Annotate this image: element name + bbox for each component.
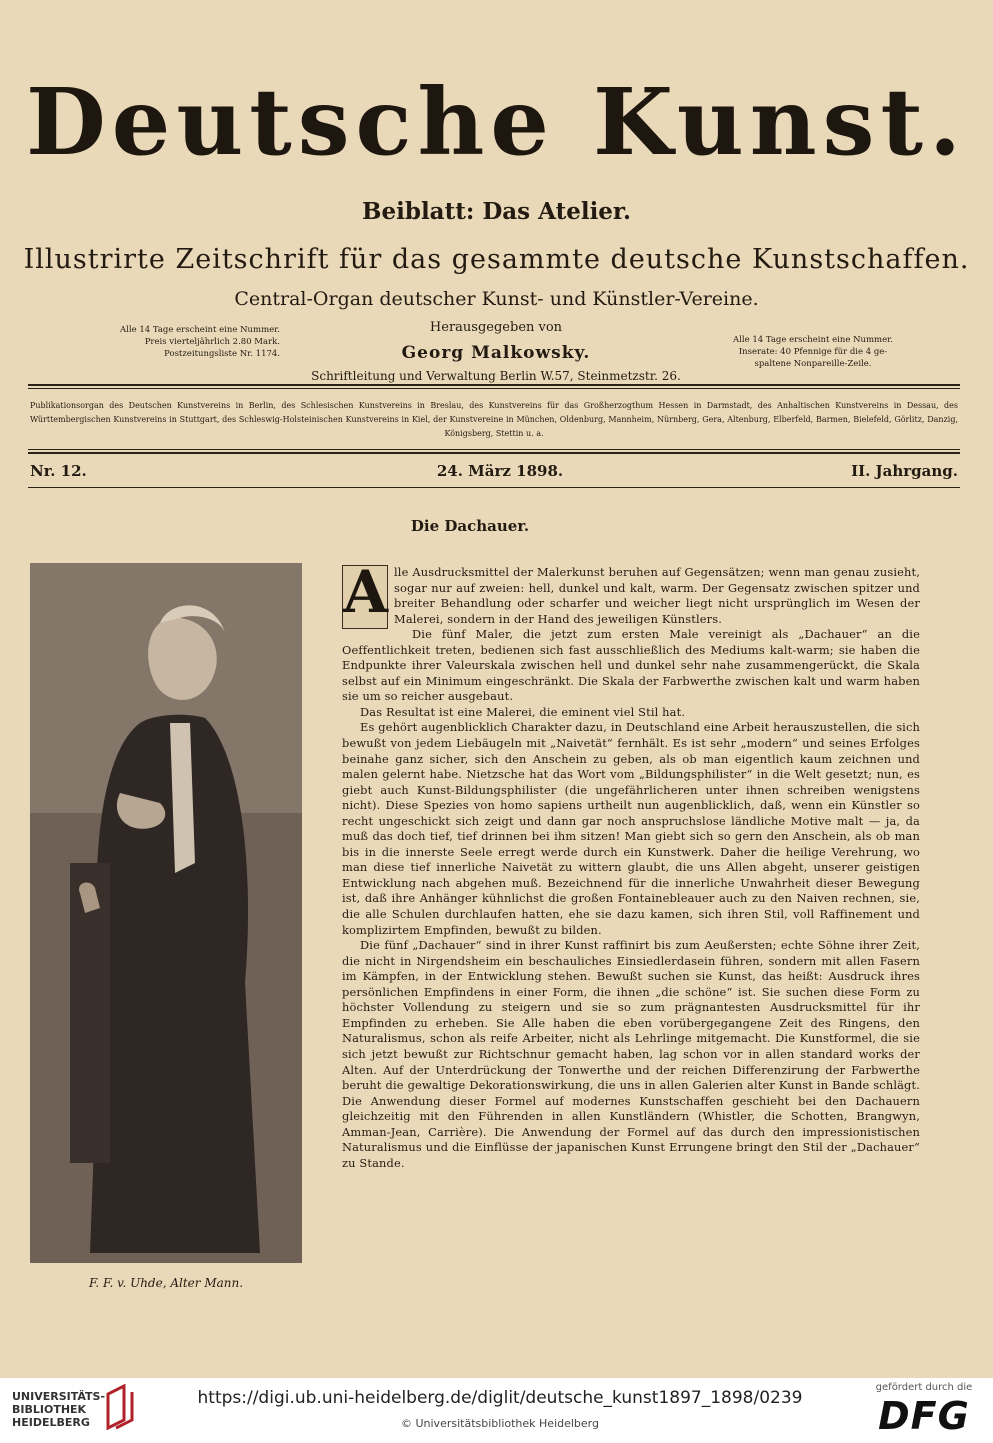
issue-number: Nr. 12. xyxy=(30,462,87,480)
copyright-notice: © Universitätsbibliothek Heidelberg xyxy=(400,1417,599,1430)
article-paragraph-text: lle Ausdrucksmittel der Malerkunst beruhen auf Gegensätzen; wenn man genau zusieht, sogar nur auf zweien: hell, dunkel und kalt, warm. Der Gegensatz zwischen spitzer und breiter Behandlung oder scharfer und weicher liegt nicht ursprünglich im Wesen der Malerei, sondern in der Hand des jeweiligen Künstlers. xyxy=(394,565,920,626)
portrait-figure xyxy=(30,563,302,1263)
article-paragraph xyxy=(342,558,920,627)
editor-info xyxy=(270,320,722,383)
subscription-info-left xyxy=(70,324,280,360)
library-logo-text[interactable]: UNIVERSITÄTS-BIBLIOTHEK HEIDELBERG xyxy=(12,1390,106,1429)
issue-row xyxy=(30,462,958,484)
article-title: Die Dachauer. xyxy=(410,517,530,535)
masthead-title: Deutsche Kunst. xyxy=(26,68,967,176)
editor-address: Schriftleitung und Verwaltung Berlin W.57, Steinmetzstr. 26. xyxy=(311,369,681,383)
divider-rule xyxy=(28,452,960,454)
divider-rule xyxy=(28,449,960,450)
subscription-info-right xyxy=(718,334,908,370)
article-paragraph: Die fünf Maler, die jetzt zum ersten Male vereinigt als „Dachauer“ an die Oeffentlichkeit treten, bedienen sich fast ausschließlich des Mediums kalt-warm; sie haben die Endpunkte ihrer Valeurskala zwischen hell und dunkel sehr nahe zusammengerückt, die Skala selbst auf ein Minimum eingeschränkt. Die Skala der Farbwerthe zwischen kalt und warm haben sie um so reicher ausgebaut. xyxy=(342,627,920,704)
editor-label: Herausgegeben von xyxy=(429,320,563,335)
funding-note: gefördert durch die xyxy=(875,1382,973,1393)
divider-rule-thin xyxy=(28,388,960,389)
divider-rule xyxy=(28,487,960,488)
info-left-line-2: Preis vierteljährlich 2.80 Mark. xyxy=(144,337,280,347)
permalink-url[interactable]: https://digi.ub.uni-heidelberg.de/diglit/deutsche_kunst1897_1898/0239 xyxy=(197,1388,803,1408)
portrait-illustration xyxy=(30,563,302,1263)
info-right-line-2: Inserate: 40 Pfennige für die 4 ge- xyxy=(738,347,888,357)
info-right-line-3: spaltene Nonpareille-Zeile. xyxy=(754,359,872,369)
illustration-caption: F. F. v. Uhde, Alter Mann. xyxy=(88,1276,244,1290)
article-paragraph: Das Resultat ist eine Malerei, die eminent viel Stil hat. xyxy=(360,704,686,719)
info-left-line-1: Alle 14 Tage erscheint eine Nummer. xyxy=(120,325,280,335)
article-paragraph: Es gehört augenblicklich Charakter dazu, in Deutschland eine Arbeit herauszustellen, die sich bewußt von jedem Liebäugeln mit „Naivetät“ fernhält. Es ist sehr „modern“ und seines Erfolges beinahe ganz sicher, sich den Anschein zu geben, als ob man eigentlich kaum zeichnen und malen gelernt habe. Nietzsche hat das Wort vom „Bildungsphilister“ in die Welt gesetzt; nun, es giebt auch Kunst-Bildungsphilister (die ungefährlicheren unter ihnen schreiben wenigstens nicht). Diese Spezies von homo sapiens urtheilt nun augenblicklich, daß, wenn ein Künstler so recht ungeschickt sich zeigt und dann gar noch anspruchslose ländliche Motive malt — ja, da muß das doch tief, tief drinnen bei ihm sitzen! Man giebt sich so gern den Anschein, als ob man bis in die innerste Seele erregt werde durch ein Kunstwerk. Daher die heilige Verehrung, wo man diese tief innerliche Naivetät zu wittern glaubt, die uns Allen abgeht, unserer geistigen Entwicklung nach abgehen muß. Bezeichnend für die innerliche Unwahrheit dieser Bewegung ist, daß ihre Anhänger kühnlichst die großen Fontainebleauer auch zu den Naiven rechnen, sie, die alle Schulen durchlaufen hatten, ehe sie dazu kamen, sich ihren Stil, voll Raffinement und komplizirtem Empfinden, bewußt zu bilden. xyxy=(342,720,920,937)
organ-line: Central-Organ deutscher Kunst- und Künstler-Vereine. xyxy=(234,288,759,310)
info-right-line-1: Alle 14 Tage erscheint eine Nummer. xyxy=(733,335,893,345)
divider-rule xyxy=(28,384,960,386)
editor-name: Georg Malkowsky. xyxy=(401,343,591,363)
issue-date: 24. März 1898. xyxy=(436,462,564,480)
dfg-logo[interactable]: DFG xyxy=(878,1394,970,1438)
drop-cap: A xyxy=(342,565,388,629)
info-left-line-3: Postzeitungsliste Nr. 1174. xyxy=(164,349,280,359)
library-logo-icon[interactable] xyxy=(104,1384,138,1430)
subtitle: Illustrirte Zeitschrift für das gesammte deutsche Kunstschaffen. xyxy=(23,244,970,275)
publication-note: Publikationsorgan des Deutschen Kunstvereins in Berlin, des Schlesischen Kunstvereins in Breslau, des Kunstvereins für das Großherzogthum Hessen in Darmstadt, des Anhaltischen Kunstvereins in Dessau, des Württembergischen Kunstvereins in Stuttgart, des Schleswig-Holsteinischen Kunstvereins in Kiel, der Kunstvereine in München, Oldenburg, Mannheim, Nürnberg, Gera, Altenburg, Elberfeld, Barmen, Bielefeld, Görlitz, Danzig, Königsberg, Stettin u. a. xyxy=(30,401,958,438)
supplement-title: Beiblatt: Das Atelier. xyxy=(362,198,631,225)
article-paragraph: Die fünf „Dachauer“ sind in ihrer Kunst raffinirt bis zum Aeußersten; echte Söhne ihrer Zeit, die nicht in Nirgendsheim ein beschauliches Einsiedlerdasein führen, sondern mit allen Fasern im Kämpfen, in der Entwicklung stehen. Bewußt suchen sie Kunst, das heißt: Ausdruck ihres persönlichen Empfindens in einer Form, die ihnen „die schöne“ ist. Sie suchen diese Form zu höchster Vollendung zu steigern und sie so zum prägnantesten Ausdrucksmittel für ihr Empfinden zu erheben. Sie Alle haben die eben vorübergegangene Zeit des Ringens, den Naturalismus, schon als reife Arbeiter, nicht als Lehrlinge mitgemacht. Die Kunstformel, die sie sich jetzt bewußt zur Richtschnur gemacht haben, lag schon vor in allen standard works der Alten. Auf der Unterdrückung der Tonwerthe und der reichen Differenzirung der Farbwerthe beruht die gewaltige Dekorationswirkung, die uns in allen Galerien alter Kunst in Bande schlägt. Die Anwendung dieser Formel auf modernes Kunstschaffen geschieht bei den Dachauern gleichzeitig mit den Führenden in allen Kunstländern (Whistler, die Schotten, Brangwyn, Amman-Jean, Carrière). Die Anwendung der Formel auf das durch den impressionistischen Naturalismus und die Einflüsse der japanischen Kunst Errungene bringt den Stil der „Dachauer“ zu Stande. xyxy=(342,938,920,1170)
issue-volume: II. Jahrgang. xyxy=(851,462,958,480)
article-body xyxy=(342,558,920,1171)
